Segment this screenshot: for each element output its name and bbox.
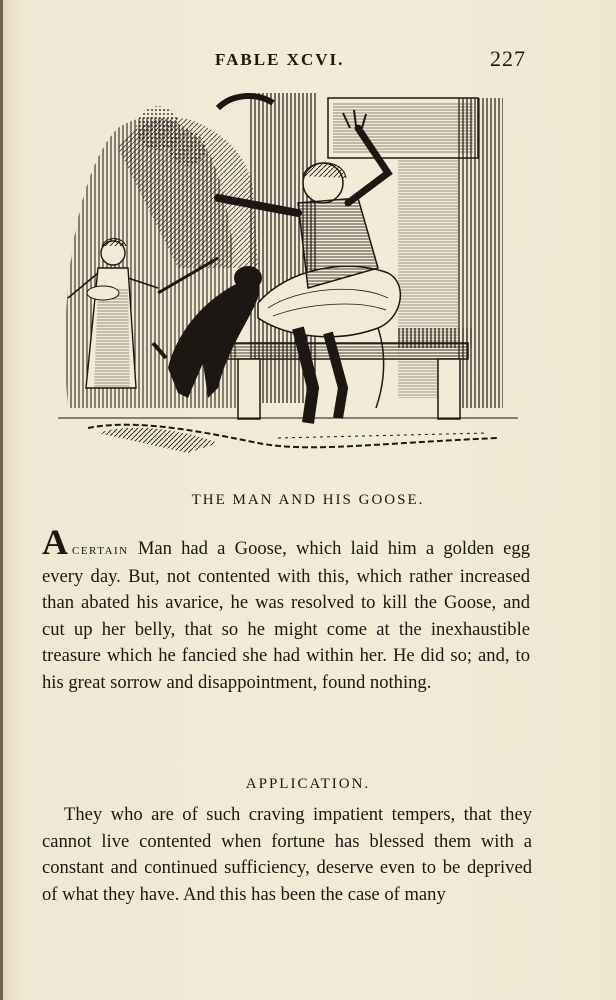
floor bbox=[58, 418, 518, 453]
page-number: 227 bbox=[490, 46, 526, 71]
application-text: They who are of such craving impatient tempers, that they cannot live contented when fortune has blessed them with a constant and continued sufficiency, deserve even to be deprived of what they have. And this has been the case of many bbox=[42, 804, 532, 905]
running-title: FABLE XCVI. bbox=[215, 50, 345, 69]
drop-cap: A bbox=[42, 522, 68, 562]
application-body bbox=[42, 802, 532, 908]
fable-body bbox=[42, 522, 530, 696]
page-header bbox=[0, 46, 616, 76]
first-word: certain bbox=[72, 541, 129, 558]
application-heading: APPLICATION. bbox=[245, 776, 371, 792]
illustration-caption: THE MAN AND HIS GOOSE. bbox=[191, 492, 425, 508]
fable-text: Man had a Goose, which laid him a golden egg every day. But, not contented with this, which rather increased than abated his avarice, he was resolved to kill the Goose, and cut up her belly, that so he might come at the inexhaustible treasure which he fancied she had within her. He did so; and, to his great sorrow and disappointment, found nothing. bbox=[42, 538, 530, 693]
fable-illustration bbox=[58, 88, 518, 468]
